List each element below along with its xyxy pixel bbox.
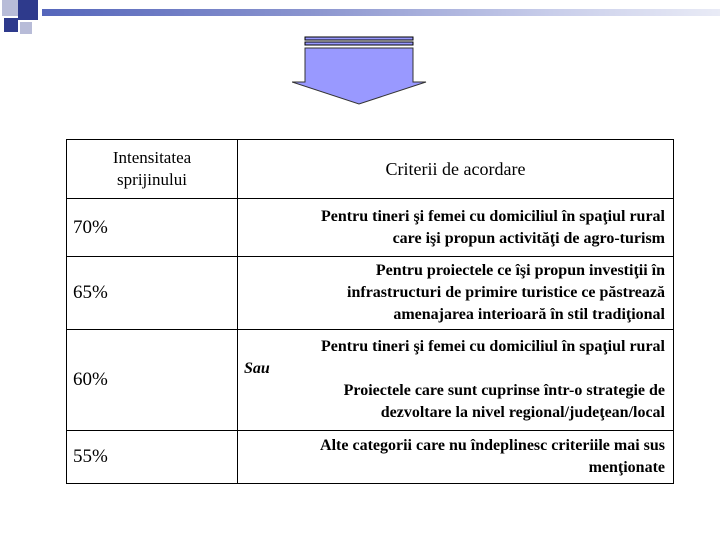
table-row <box>67 257 674 330</box>
decor-square-2 <box>18 0 38 20</box>
table-row <box>67 199 674 257</box>
criteria-cell: Pentru tineri şi femei cu domiciliul în spaţiul rural Sau Proiectele care sunt cuprinse într-o strategie de dezvoltare la nivel regional/judeţean/local <box>238 330 674 431</box>
criteria-cell: Pentru proiectele ce îşi propun investiţii în infrastructuri de primire turistice ce păstrează amenajarea interioară în stil tradiţional <box>238 257 674 330</box>
criteria-table <box>66 139 674 484</box>
percent-cell: 70% <box>67 199 238 257</box>
table-row <box>67 330 674 431</box>
table-row <box>67 431 674 484</box>
table-header-row <box>67 140 674 199</box>
title-bar-gradient <box>42 9 720 16</box>
criteria-cell: Pentru tineri şi femei cu domiciliul în spaţiul rural care işi propun activităţi de agro-turism <box>238 199 674 257</box>
decor-square-1 <box>2 0 18 16</box>
percent-cell: 60% <box>67 330 238 431</box>
header-intensity: Intensitatea sprijinului <box>67 140 238 199</box>
decor-square-4 <box>20 22 32 34</box>
down-arrow-icon <box>292 36 428 108</box>
header-criteria: Criterii de acordare <box>238 140 674 199</box>
percent-cell: 65% <box>67 257 238 330</box>
decor-square-3 <box>4 18 18 32</box>
percent-cell: 55% <box>67 431 238 484</box>
criteria-cell: Alte categorii care nu îndeplinesc criteriile mai sus menţionate <box>238 431 674 484</box>
